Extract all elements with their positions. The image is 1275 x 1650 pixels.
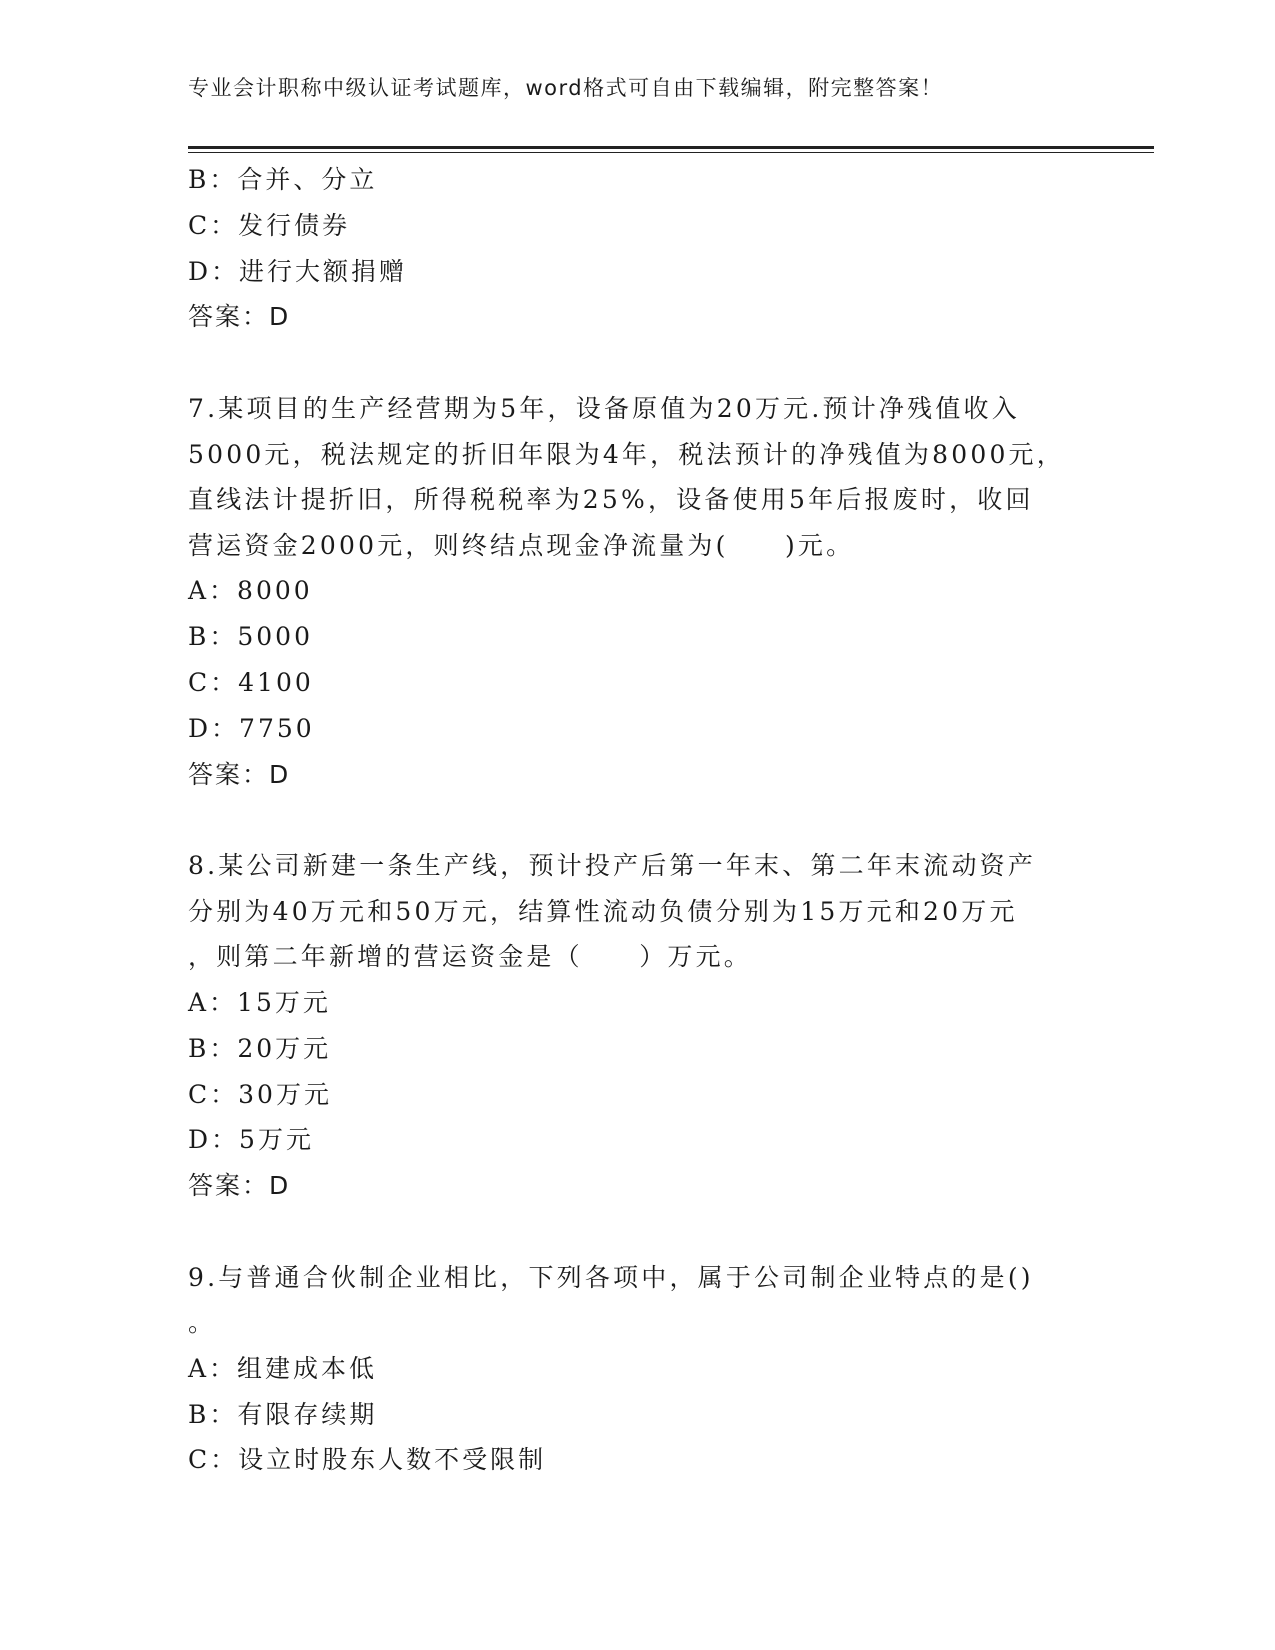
answer: 答案：D bbox=[188, 759, 291, 789]
question-7 bbox=[188, 386, 1068, 797]
question-stem bbox=[188, 843, 1068, 980]
spacer bbox=[188, 1209, 1068, 1255]
question-stem bbox=[188, 1255, 1068, 1346]
option-b: B：有限存续期 bbox=[188, 1399, 378, 1429]
option-c: C：30万元 bbox=[188, 1079, 332, 1109]
stem-line: 9.与普通合伙制企业相比，下列各项中，属于公司制企业特点的是() bbox=[188, 1262, 1034, 1292]
option-b: B：合并、分立 bbox=[188, 165, 378, 194]
question-8 bbox=[188, 843, 1068, 1209]
stem-line: 7.某项目的生产经营期为5年，设备原值为20万元.预计净残值收入 bbox=[188, 393, 1020, 423]
stem-line: 营运资金2000元，则终结点现金净流量为( )元。 bbox=[188, 530, 855, 560]
page-header: 专业会计职称中级认证考试题库，word格式可自由下载编辑，附完整答案！ bbox=[188, 76, 944, 100]
stem-line: 直线法计提折旧，所得税税率为25%，设备使用5年后报废时，收回 bbox=[188, 485, 1034, 515]
header-rule-thick bbox=[188, 146, 1154, 149]
option-a: A：组建成本低 bbox=[188, 1353, 378, 1383]
question-6-tail bbox=[188, 157, 1068, 340]
question-stem bbox=[188, 386, 1068, 568]
answer: 答案：D bbox=[188, 302, 291, 332]
option-b: B：5000 bbox=[188, 622, 313, 652]
question-content bbox=[188, 157, 1068, 1483]
spacer bbox=[188, 340, 1068, 386]
answer: 答案：D bbox=[188, 1171, 291, 1201]
stem-line: 。 bbox=[188, 1308, 217, 1338]
option-d: D：7750 bbox=[188, 713, 315, 743]
option-d: D：5万元 bbox=[188, 1125, 314, 1155]
spacer bbox=[188, 797, 1068, 843]
option-a: A：8000 bbox=[188, 576, 313, 606]
option-c: C：发行债券 bbox=[188, 210, 351, 240]
question-9 bbox=[188, 1255, 1068, 1484]
option-c: C：4100 bbox=[188, 667, 314, 697]
stem-line: ，则第二年新增的营运资金是（ ）万元。 bbox=[188, 942, 753, 972]
stem-line: 分别为40万元和50万元，结算性流动负债分别为15万元和20万元 bbox=[188, 896, 1018, 926]
option-c: C：设立时股东人数不受限制 bbox=[188, 1445, 547, 1475]
stem-line: 8.某公司新建一条生产线，预计投产后第一年末、第二年末流动资产 bbox=[188, 851, 1037, 881]
option-a: A：15万元 bbox=[188, 987, 331, 1017]
stem-line: 5000元，税法规定的折旧年限为4年，税法预计的净残值为8000元， bbox=[188, 439, 1065, 469]
header-rule-thin bbox=[188, 152, 1154, 153]
option-d: D：进行大额捐赠 bbox=[188, 256, 408, 286]
option-b: B：20万元 bbox=[188, 1033, 332, 1063]
